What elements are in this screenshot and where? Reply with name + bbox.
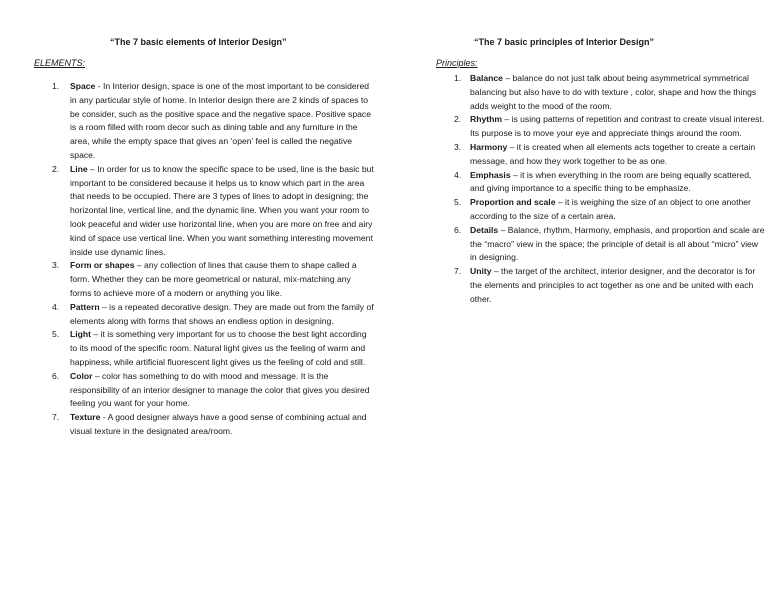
item-text: - In Interior design, space is one of the most important to be considered in any particular style of home. In Interior design there are 2 kinds of spaces to be consider, such as the positive space and the negative space. Positive space is a room filled with room decor such as dining table and any furniture in the area, while the empty space that gives an ‘open’ feel is called the negative space. [70,81,371,160]
item-number: 4. [52,301,60,312]
item-term: Line [70,163,88,174]
item-number: 4. [454,169,462,180]
item-term: Unity [470,266,492,277]
item-number: 6. [454,224,462,235]
item-text: – it is when everything in the room are being equally scattered, and giving importance to a specific thing to be emphasize. [470,169,752,194]
item-number: 3. [454,141,462,152]
item-text: – is a repeated decorative design. They are made out from the family of elements along with forms that shows an endless option in designing. [70,301,374,326]
principles-section-label: Principles: [436,58,478,68]
item-text: – color has something to do with mood and message. It is the responsibility of an interior designer to manage the color that gives you desired feeling you want for your home. [70,370,370,409]
item-number: 6. [52,370,60,381]
item-number: 2. [52,163,60,174]
item-number: 3. [52,260,60,271]
item-text: – In order for us to know the specific space to be used, line is the basic but important to be considered because it helps us to know which part in the area that needs to be occupied. There are 3 types of lines to adopt in designing; the horizontal line, vertical line, and the dynamic line. When you want your room to look peaceful and wider use horizontal line, when you are more on free and airy kind of space use vertical line. When you want something interesting movement inside use dynamic lines. [70,163,374,257]
item-number: 7. [454,266,462,277]
principle-item-harmony [436,141,766,169]
item-text: - A good designer always have a good sense of combining actual and visual texture in the designated area/room. [70,412,367,436]
principle-item-details [436,224,766,265]
item-term: Form or shapes [70,260,135,271]
item-text: – is using patterns of repetition and contrast to create visual interest. Its purpose is to move your eye and appreciate things around the room. [470,114,765,139]
principle-item-rhythm [436,113,766,141]
item-text: – it is created when all elements acts together to create a certain message, and how they work together to be as one. [470,141,756,166]
item-number: 1. [52,81,60,91]
item-term: Harmony [470,141,508,152]
item-number: 2. [454,114,462,125]
element-item-light [34,328,374,369]
item-term: Color [70,370,93,381]
item-number: 1. [454,73,462,83]
item-text: – any collection of lines that cause them to shape called a form. Whether they can be more geometrical or natural, mix-matching any forms to achieve more of a modern or anything you like. [70,260,357,298]
item-term: Emphasis [470,169,511,180]
principle-item-emphasis [436,169,766,197]
item-number: 5. [454,197,462,208]
item-term: Balance [470,73,503,83]
element-item-space [34,80,374,163]
elements-title: “The 7 basic elements of Interior Design” [110,37,287,47]
item-text: – it is weighing the size of an object to one another according to the size of a certain area. [470,197,751,221]
item-number: 5. [52,329,60,340]
element-item-pattern [34,301,374,329]
item-term: Light [70,329,91,340]
elements-section-label: ELEMENTS: [34,58,86,68]
item-term: Space [70,81,96,91]
principle-item-balance [436,72,766,113]
item-text: – the target of the architect, interior designer, and the decorator is for the elements and principles to act together as one and be united with each other. [470,266,756,304]
item-term: Texture [70,412,101,423]
element-item-color [34,370,374,411]
principle-item-unity [436,265,766,306]
item-term: Rhythm [470,114,502,125]
principles-title: “The 7 basic principles of Interior Design” [474,37,655,47]
element-item-line [34,163,374,260]
item-number: 7. [52,412,60,423]
item-text: – balance do not just talk about being asymmetrical symmetrical balancing but also have to do with texture , color, shape and how the things adds weight to the mood of the room. [470,73,757,111]
item-term: Details [470,224,499,235]
item-term: Pattern [70,301,100,312]
item-text: – it is something very important for us to choose the best light according to its mood of the specific room. Natural light gives us the feeling of warm and happiness, while artificial fluorescent light gives us the feeling of cold and still. [70,329,367,367]
element-item-form [34,259,374,300]
item-text: – Balance, rhythm, Harmony, emphasis, and proportion and scale are the “macro” view in the space; the principle of detail is all about “micro” view in designing. [470,224,765,263]
elements-list [34,80,374,439]
element-item-texture [34,411,374,439]
item-term: Proportion and scale [470,197,556,208]
principle-item-proportion [436,196,766,224]
principles-list [436,72,766,307]
